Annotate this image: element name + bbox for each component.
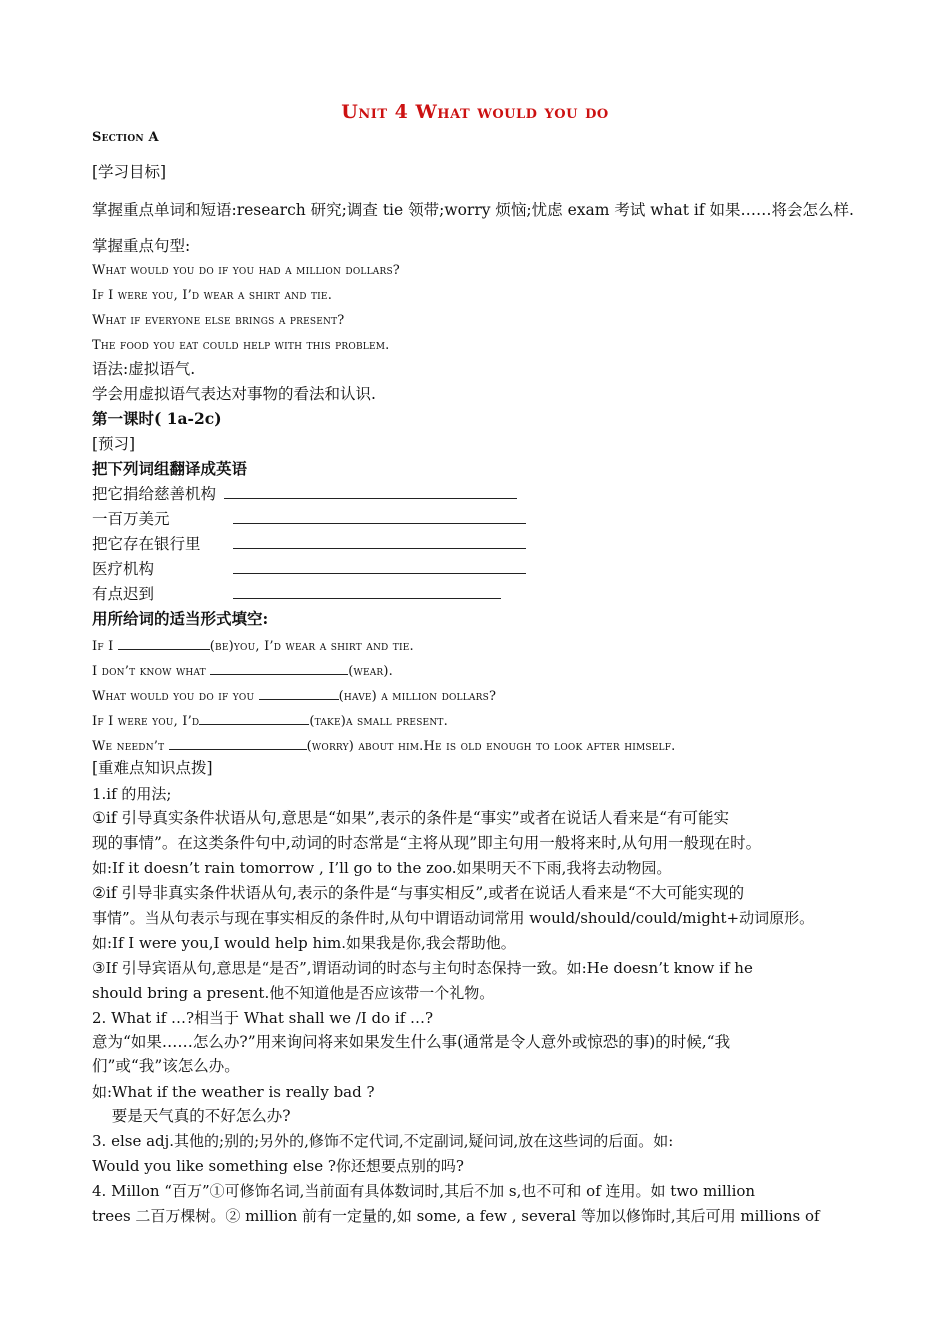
fill-item [92, 660, 393, 682]
fill-item-before: If I were you, I’d [92, 714, 200, 729]
translate-item-text: 医疗机构 [92, 560, 155, 578]
answer-blank[interactable] [233, 509, 526, 524]
key-sentence: The food you eat could help with this problem. [92, 338, 390, 353]
translate-item-text: 一百万美元 [92, 510, 170, 528]
point-line: should bring a present.他不知道他是否应该带一个礼物。 [92, 984, 495, 1002]
translate-heading: 把下列词组翻译成英语 [92, 459, 248, 478]
answer-blank[interactable] [233, 534, 526, 549]
point-line: 2. What if …?相当于 What shall we /I do if …? [92, 1009, 434, 1027]
point-line: 现的事情”。在这类条件句中,动词的时态常是“主将从现”即主句用一般将来时,从句用一般现在时。 [92, 834, 762, 852]
point-line: 们”或“我”该怎么办。 [92, 1057, 240, 1075]
answer-blank[interactable] [118, 635, 210, 650]
fill-item [92, 685, 496, 707]
answer-blank[interactable] [210, 660, 348, 675]
key-sentences-heading: 掌握重点句型: [92, 237, 191, 255]
answer-blank[interactable] [169, 735, 307, 750]
point-line: ③If 引导宾语从句,意思是“是否”,谓语动词的时态与主句时态保持一致。如:He doesn’t know if he [92, 959, 753, 977]
fill-item [92, 735, 676, 757]
fill-item-before: What would you do if you [92, 689, 259, 704]
grammar-line: 语法:虚拟语气. [92, 360, 196, 378]
answer-blank[interactable] [233, 559, 526, 574]
fill-item-before: I don’t know what [92, 664, 211, 679]
point-line: trees 二百万棵树。② million 前有一定量的,如 some, a few , several 等加以修饰时,其后可用 millions of [92, 1207, 820, 1225]
point-line: 要是天气真的不好怎么办? [92, 1107, 291, 1125]
fill-item-before: We needn’t [92, 739, 169, 754]
point-line: 1.if 的用法; [92, 785, 172, 803]
fill-item-after: (have) a million dollars? [338, 689, 497, 704]
fill-item [92, 710, 448, 732]
fill-item [92, 635, 414, 657]
answer-blank[interactable] [199, 710, 309, 725]
answer-blank[interactable] [259, 685, 339, 700]
lesson-heading: 第一课时( 1a-2c) [92, 409, 222, 428]
fill-item-after: (be)you, I’d wear a shirt and tie. [209, 639, 414, 654]
key-sentence: If I were you, I’d wear a shirt and tie. [92, 288, 333, 303]
translate-item [92, 484, 517, 504]
answer-blank[interactable] [224, 484, 517, 499]
point-line: 如:What if the weather is really bad ? [92, 1083, 375, 1101]
point-line: 事情”。当从句表示与现在事实相反的条件时,从句中谓语动词常用 would/should/could/might+动词原形。 [92, 909, 815, 927]
key-sentence: What would you do if you had a million dollars? [92, 263, 400, 278]
key-points-heading: [重难点知识点拨] [92, 759, 213, 777]
point-line: 4. Millon “百万”①可修饰名词,当前面有具体数词时,其后不加 s,也不可和 of 连用。如 two million [92, 1182, 756, 1200]
translate-item-text: 有点迟到 [92, 585, 155, 603]
point-line: 如:If I were you,I would help him.如果我是你,我会帮助他。 [92, 934, 516, 952]
answer-blank[interactable] [233, 584, 501, 599]
translate-item-text: 把它捐给慈善机构 [92, 485, 217, 503]
translate-item [92, 534, 526, 554]
point-line: 意为“如果……怎么办?”用来询问将来如果发生什么事(通常是令人意外或惊恐的事)的时候,“我 [92, 1033, 731, 1051]
fill-item-after: (wear). [348, 664, 393, 679]
grammar-goal: 学会用虚拟语气表达对事物的看法和认识. [92, 385, 376, 403]
point-line: 如:If it doesn’t rain tomorrow , I’ll go to the zoo.如果明天不下雨,我将去动物园。 [92, 859, 672, 877]
section-label: Section A [92, 130, 159, 145]
fill-item-before: If I [92, 639, 118, 654]
goals-vocab: 掌握重点单词和短语:research 研究;调查 tie 领带;worry 烦恼;忧虑 exam 考试 what if 如果……将会怎么样. [92, 201, 854, 219]
translate-item [92, 584, 501, 604]
translate-item-text: 把它存在银行里 [92, 535, 201, 553]
translate-item [92, 559, 526, 579]
translate-item [92, 509, 526, 529]
fill-item-after: (worry) about him.He is old enough to look after himself. [306, 739, 676, 754]
key-sentence: What if everyone else brings a present? [92, 313, 345, 328]
point-line: ①if 引导真实条件状语从句,意思是“如果”,表示的条件是“事实”或者在说话人看来是“有可能实 [92, 809, 729, 827]
fill-heading: 用所给词的适当形式填空: [92, 609, 269, 628]
goals-heading: [学习目标] [92, 163, 167, 181]
point-line: ②if 引导非真实条件状语从句,表示的条件是“与事实相反”,或者在说话人看来是“不大可能实现的 [92, 884, 745, 902]
page-title: Unit 4 What would you do [341, 101, 609, 123]
preview-heading: [预习] [92, 435, 136, 453]
fill-item-after: (take)a small present. [309, 714, 448, 729]
point-line: 3. else adj.其他的;别的;另外的,修饰不定代词,不定副词,疑问词,放在这些词的后面。如: [92, 1132, 674, 1150]
point-line: Would you like something else ?你还想要点别的吗? [92, 1157, 464, 1175]
